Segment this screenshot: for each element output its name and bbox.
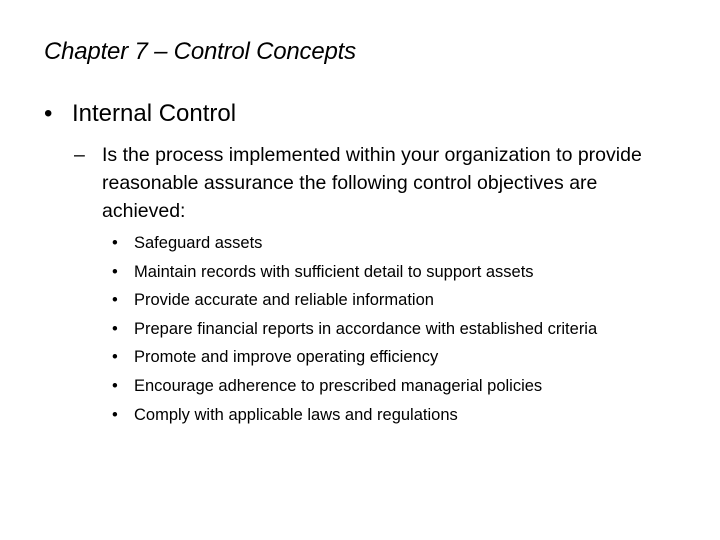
description-item [74,141,674,225]
list-item [112,343,597,372]
bullet-icon: • [112,348,118,367]
bullet-icon: • [112,376,118,395]
objective-text: Encourage adherence to prescribed managerial policies [134,376,543,395]
bullet-icon: • [44,100,53,127]
list-item [112,315,597,344]
list-item [112,401,597,430]
objective-text: Promote and improve operating efficiency [134,348,439,367]
bullet-icon: • [112,405,118,424]
dash-icon: – [74,144,85,166]
slide-title: Chapter 7 – Control Concepts [44,38,356,65]
bullet-icon: • [112,234,118,252]
list-item [112,258,597,287]
bullet-icon: • [112,291,118,310]
list-item [112,229,597,258]
heading-text: Internal Control [72,100,237,127]
objective-text: Provide accurate and reliable information [134,291,434,310]
objective-text: Safeguard assets [134,234,263,252]
bullet-icon: • [112,262,118,281]
objective-text: Comply with applicable laws and regulations [134,405,458,424]
list-item [112,372,597,401]
objective-text: Prepare financial reports in accordance with established criteria [134,319,598,338]
list-item [112,286,597,315]
bullet-icon: • [112,319,118,338]
objective-text: Maintain records with sufficient detail to support assets [134,262,534,281]
heading-bullet-item [44,100,236,128]
objectives-list [112,229,597,429]
description-text: Is the process implemented within your organization to provide reasonable assurance the following control objectives are achieved: [102,144,642,222]
